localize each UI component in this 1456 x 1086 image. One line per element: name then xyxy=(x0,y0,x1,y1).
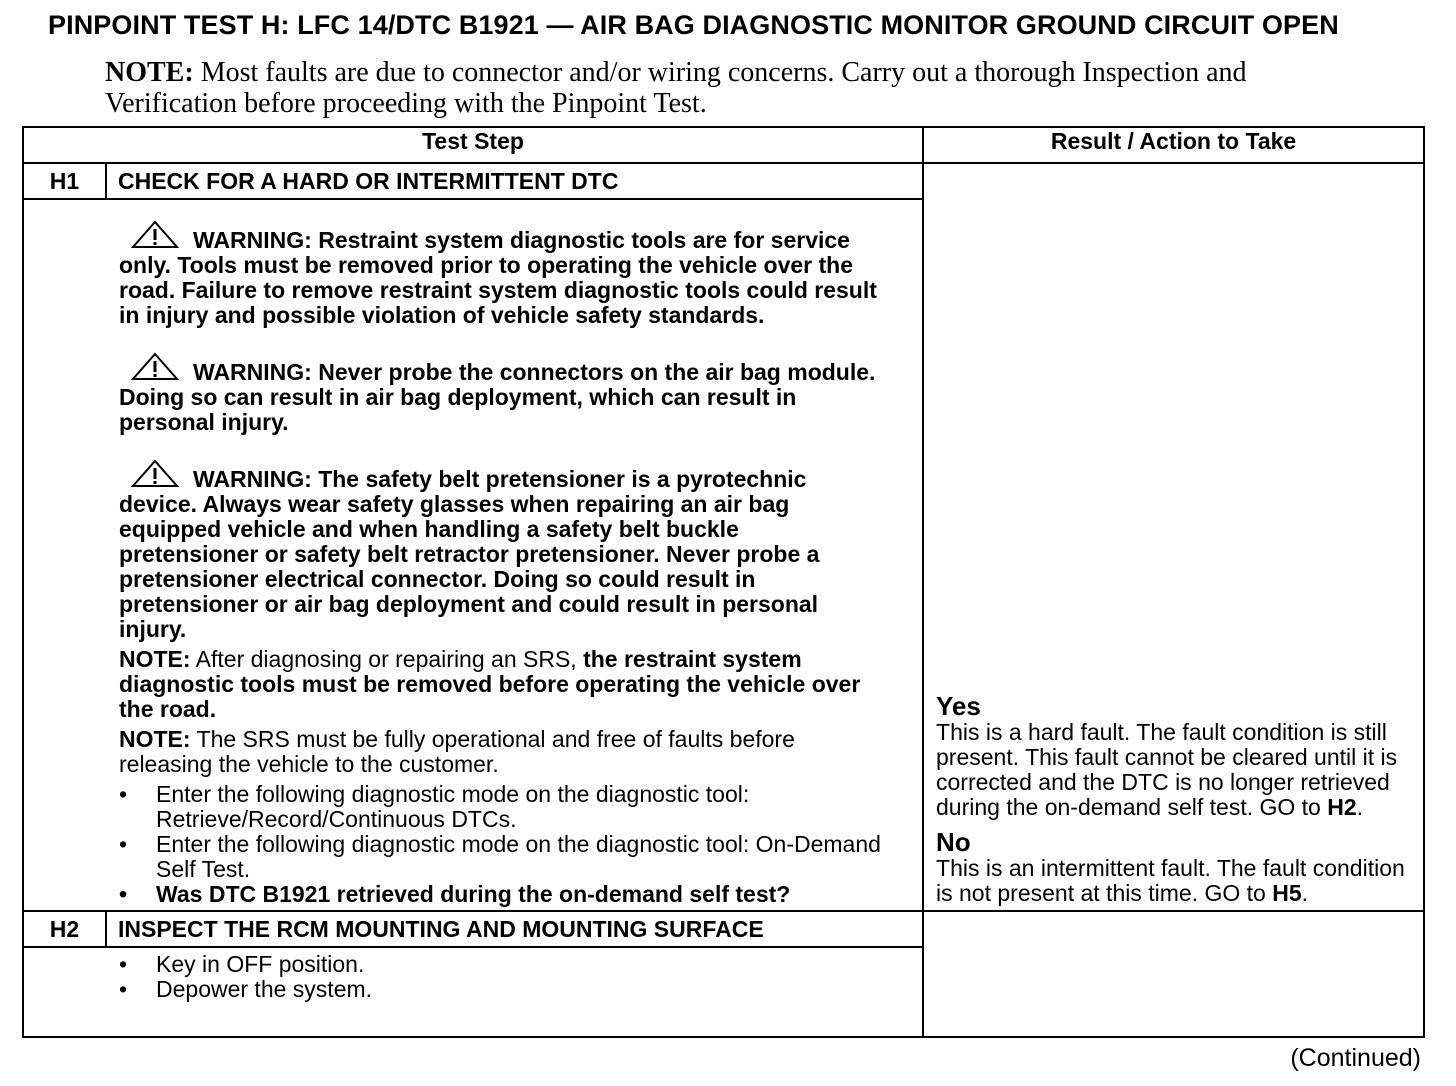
note-2 xyxy=(119,727,882,777)
note-2-text: The SRS must be fully operational and free of faults before releasing the vehicle to the customer. xyxy=(119,726,795,777)
warning-2 xyxy=(119,352,882,435)
note-1 xyxy=(119,647,882,722)
step-h1-id: H1 xyxy=(23,163,106,199)
pinpoint-test-table xyxy=(22,126,1425,1038)
result-no-goto: H5 xyxy=(1272,880,1302,906)
step-h1-body xyxy=(23,199,923,911)
table-header-row xyxy=(23,127,1424,163)
warning-triangle-icon xyxy=(129,459,181,489)
result-yes-desc: This is a hard fault. The fault condition is still present. This fault cannot be cleared until it is corrected and the DTC is no longer retrieved during the on-demand self test. GO to xyxy=(936,719,1398,820)
intro-note xyxy=(105,57,1305,119)
list-item: • Depower the system. xyxy=(119,977,882,1002)
step-h2-title: INSPECT THE RCM MOUNTING AND MOUNTING SURFACE xyxy=(106,911,923,947)
warning-2-text: WARNING: Never probe the connectors on the air bag module. Doing so can result in air bag deployment, which can result in personal injury. xyxy=(119,359,876,435)
list-item: • Enter the following diagnostic mode on the diagnostic tool: On-Demand Self Test. xyxy=(119,832,882,882)
list-item: • Enter the following diagnostic mode on the diagnostic tool: Retrieve/Record/Continuous DTCs. xyxy=(119,782,882,832)
header-result-action: Result / Action to Take xyxy=(923,127,1424,163)
step-h1-header-row xyxy=(23,163,1424,199)
list-item: • Was DTC B1921 retrieved during the on-demand self test? xyxy=(119,882,882,907)
step-h1-result xyxy=(923,163,1424,911)
step-h2-id: H2 xyxy=(23,911,106,947)
header-test-step: Test Step xyxy=(23,127,923,163)
intro-note-text: Most faults are due to connector and/or wiring concerns. Carry out a thorough Inspection and Verification before proceeding with the Pinpoint Test. xyxy=(105,57,1247,119)
note-1-text-a: After diagnosing or repairing an SRS, xyxy=(190,646,584,672)
result-no-label: No xyxy=(936,827,971,857)
warning-3-text: WARNING: The safety belt pretensioner is a pyrotechnic device. Always wear safety glasses when repairing an air bag equipped vehicle and when handling a safety belt buckle pretensioner or safety belt retractor pretensioner. Never probe a pretensioner electrical connector. Doing so could result in pretensioner or air bag deployment and could result in personal injury. xyxy=(119,466,820,642)
note-1-text-b: the restraint system diagnostic tools must be removed before operating the vehicle over the road. xyxy=(119,646,861,722)
page-title: PINPOINT TEST H: LFC 14/DTC B1921 — AIR BAG DIAGNOSTIC MONITOR GROUND CIRCUIT OPEN xyxy=(48,10,1339,40)
warning-1-text: WARNING: Restraint system diagnostic tools are for service only. Tools must be removed prior to operating the vehicle over the road. Failure to remove restraint system diagnostic tools could result in injury and possible violation of vehicle safety standards. xyxy=(119,227,877,328)
step-h2-body xyxy=(23,947,923,1037)
step-h1-list xyxy=(119,782,882,907)
warning-triangle-icon xyxy=(129,220,181,250)
intro-note-label: NOTE: xyxy=(105,57,194,88)
step-h2-result xyxy=(923,911,1424,1037)
result-no-text: This is an intermittent fault. The fault condition is not present at this time. GO to H5. xyxy=(936,855,1405,906)
result-yes-goto: H2 xyxy=(1327,794,1357,820)
step-h2-list xyxy=(119,952,882,1002)
warning-1 xyxy=(119,220,882,328)
result-yes-text: This is a hard fault. The fault condition is still present. This fault cannot be cleared until it is corrected and the DTC is no longer retrieved during the on-demand self test. GO to H2. xyxy=(936,719,1398,820)
note-2-label: NOTE: xyxy=(119,726,191,752)
continued-label: (Continued) xyxy=(1290,1044,1421,1072)
step-h2-header-row xyxy=(23,911,1424,947)
list-item: • Key in OFF position. xyxy=(119,952,882,977)
result-no-desc: This is an intermittent fault. The fault condition is not present at this time. GO to xyxy=(936,855,1405,906)
warning-triangle-icon xyxy=(129,352,181,382)
result-yes-label: Yes xyxy=(936,691,981,721)
warning-3 xyxy=(119,459,882,642)
note-1-label: NOTE: xyxy=(119,646,191,672)
step-h1-title: CHECK FOR A HARD OR INTERMITTENT DTC xyxy=(106,163,923,199)
